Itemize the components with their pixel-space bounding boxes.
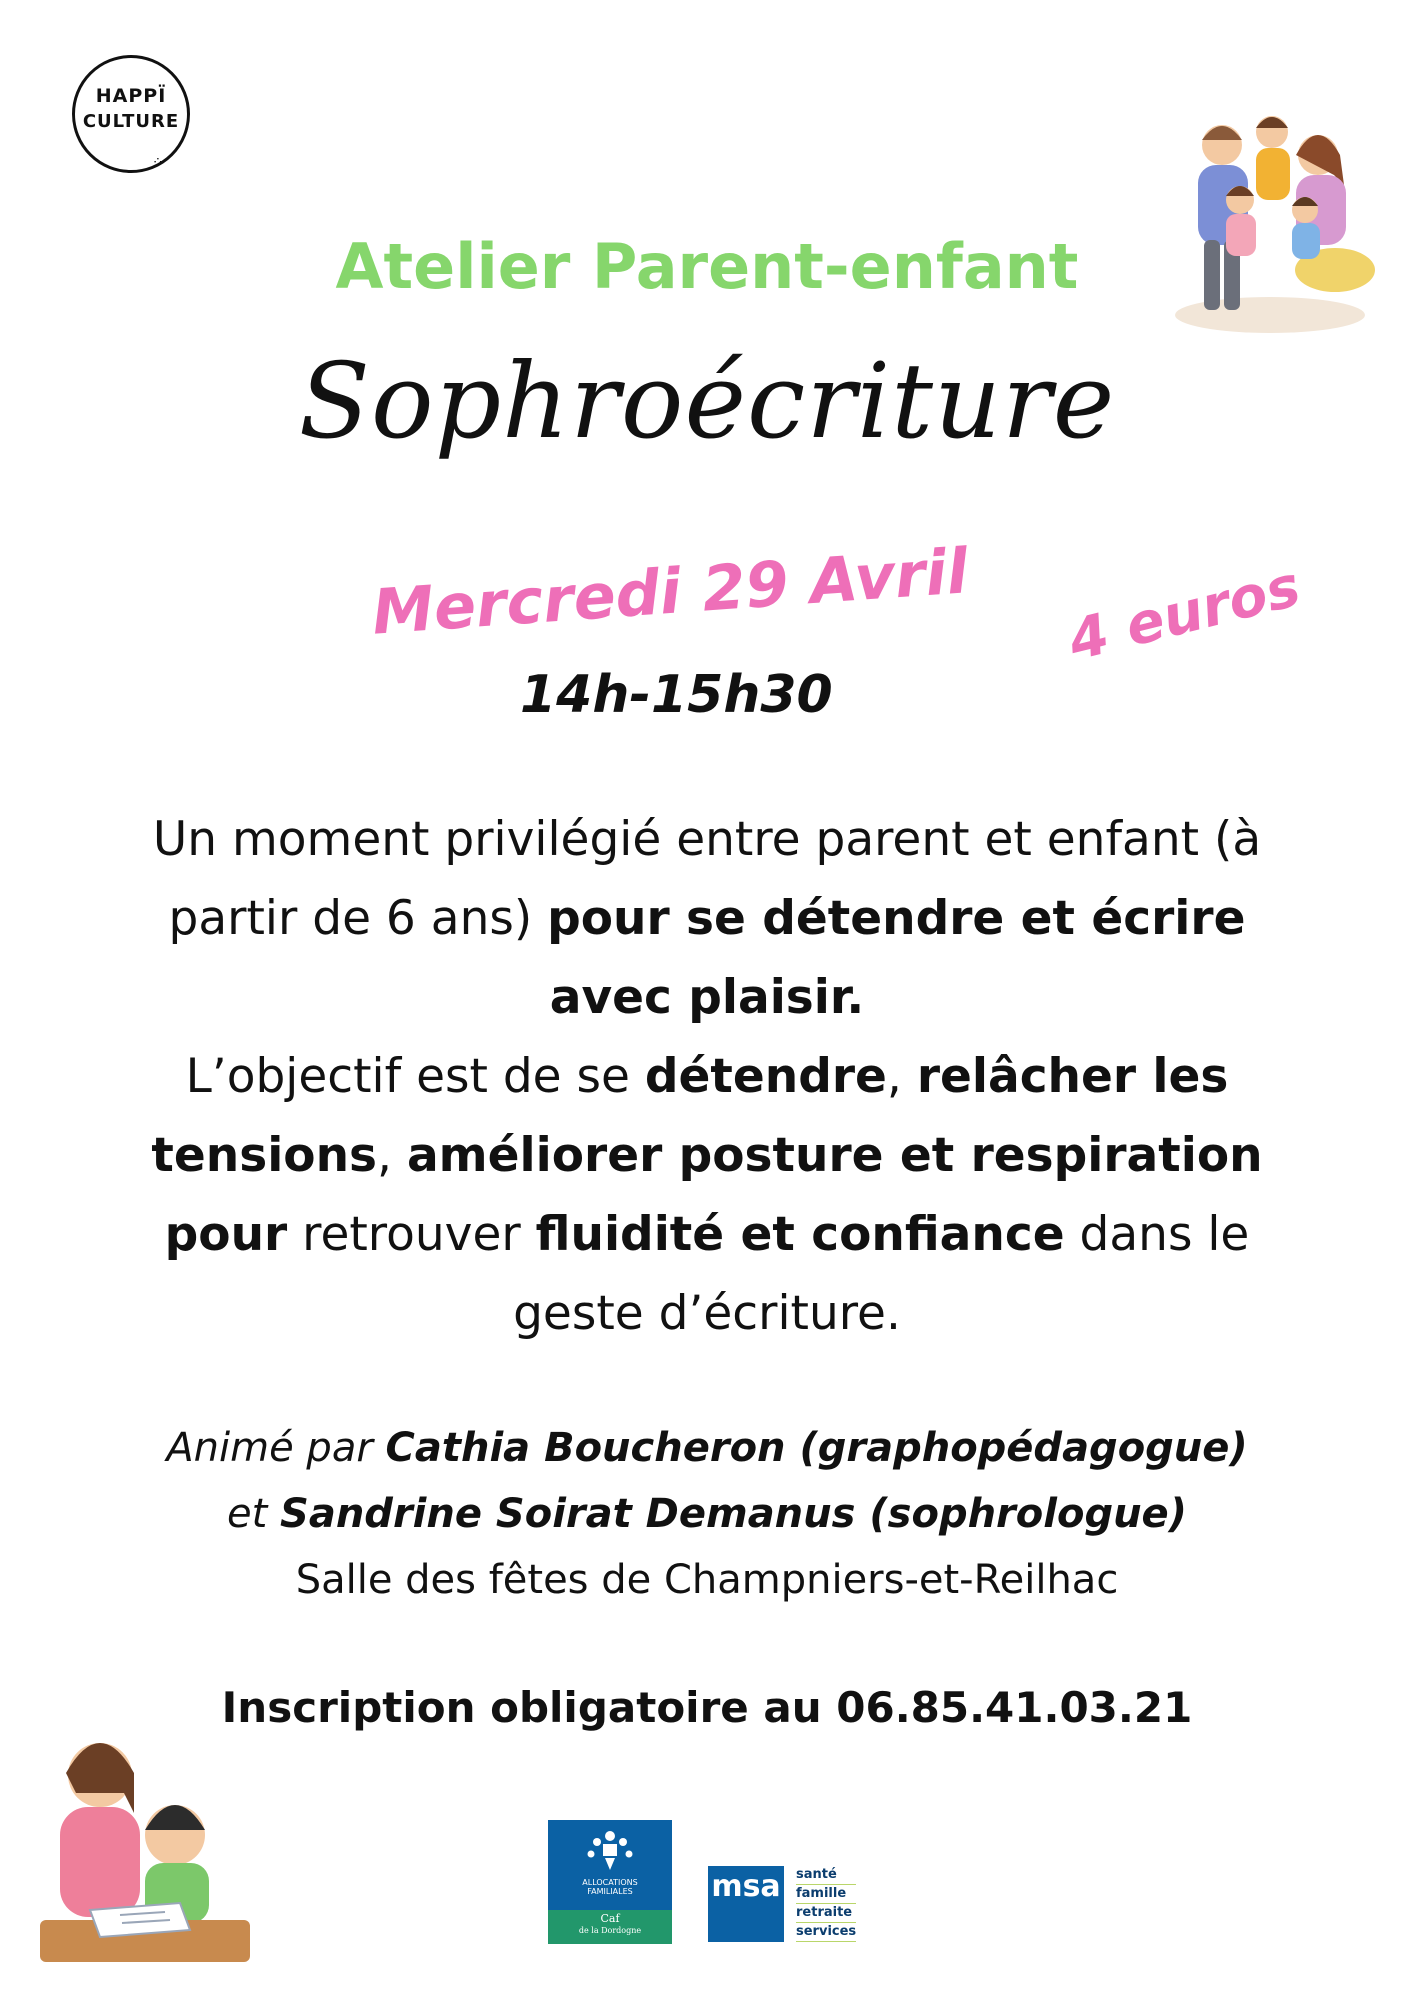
credits-line2 <box>100 1481 1314 1547</box>
credits-line2-intro: et <box>227 1491 281 1537</box>
page-title: Atelier Parent-enfant <box>335 230 1079 303</box>
credits-line1-name: Cathia Boucheron (graphopédagogue) <box>385 1425 1248 1471</box>
caf-name-band: Caf de la Dordogne <box>548 1910 672 1944</box>
credits-line2-name: Sandrine Soirat Demanus (sophrologue) <box>280 1491 1187 1537</box>
caf-logo <box>548 1820 672 1944</box>
desc-p2-bold-1: détendre <box>644 1049 887 1104</box>
desc-p2-bold-2: relâcher les tensions <box>151 1049 1229 1183</box>
event-time: 14h-15h30 <box>520 665 833 725</box>
logo-text-line1: HAPPÏ <box>95 85 167 107</box>
happi-culture-logo <box>72 55 190 173</box>
venue: Salle des fêtes de Champniers-et-Reilhac <box>295 1557 1119 1603</box>
desc-p2-regular-3: dans le geste d’écriture. <box>513 1207 1250 1341</box>
desc-p2-regular-2: retrouver <box>287 1207 536 1262</box>
event-price: 4 euros <box>1062 553 1307 675</box>
caf-label: ALLOCATIONS FAMILIALES <box>582 1878 638 1896</box>
desc-p2-sep-2: , <box>377 1128 407 1183</box>
credits-line1-intro: Animé par <box>166 1425 386 1471</box>
credits-line1 <box>100 1415 1314 1481</box>
msa-mark: msa <box>708 1866 784 1942</box>
desc-p1-bold: pour se détendre et écrire avec plaisir. <box>547 891 1246 1025</box>
logo-text-line2: CULTURE <box>82 111 180 132</box>
event-date: Mercredi 29 Avril <box>369 534 971 649</box>
credits <box>100 1415 1314 1613</box>
desc-p2-bold-3: améliorer posture et respiration pour <box>164 1128 1263 1262</box>
registration-info: Inscription obligatoire au 06.85.41.03.21 <box>221 1683 1193 1732</box>
msa-logo <box>708 1866 873 1942</box>
caf-emblem-icon <box>585 1828 635 1872</box>
desc-p1-regular: Un moment privilégié entre parent et enfant (à partir de 6 ans) <box>152 812 1262 946</box>
msa-tagline: santé famille retraite services <box>796 1866 856 1942</box>
event-name: Sophroécriture <box>298 340 1116 462</box>
desc-p2-sep-1: , <box>886 1049 917 1104</box>
parent-child-writing-illustration <box>30 1725 260 1970</box>
logo-dots-icon: ⁘ <box>152 155 164 171</box>
desc-p2-regular: L’objectif est de se <box>185 1049 645 1104</box>
desc-p2-bold-4: fluidité et confiance <box>535 1207 1065 1262</box>
description <box>105 800 1309 1353</box>
family-illustration <box>1160 110 1380 340</box>
